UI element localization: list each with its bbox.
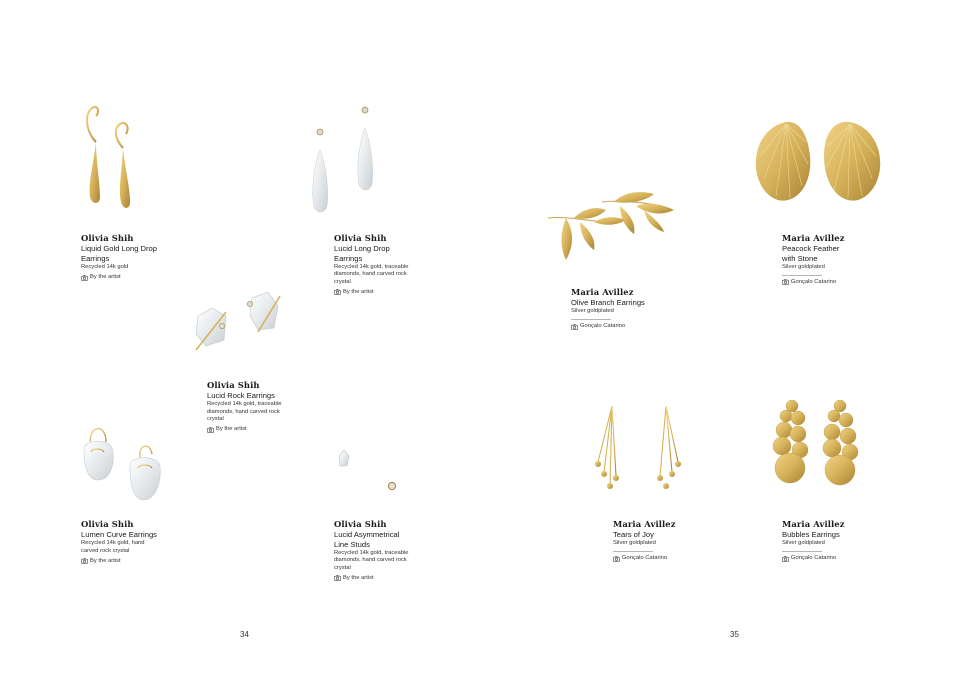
liquid-gold-drop-earrings-image (78, 102, 148, 217)
credit-divider (782, 275, 822, 276)
photo-credit: By the artist (334, 575, 429, 582)
artist-name: Olivia Shih (81, 519, 134, 529)
item-material: Recycled 14k gold, traceable diamonds, hand carved rock crystal (334, 549, 409, 571)
tears-of-joy-earrings-image (588, 402, 688, 494)
artist-name: Maria Avillez (782, 233, 845, 243)
caption-olive-branch (571, 287, 666, 330)
caption-peacock-feather (782, 233, 877, 286)
credit-divider (782, 551, 822, 552)
artist-name: Olivia Shih (334, 519, 387, 529)
camera-icon (334, 289, 341, 295)
photo-credit: Gonçalo Catarino (782, 279, 877, 286)
item-title: Bubbles Earrings (782, 530, 840, 539)
item-material: Recycled 14k gold, traceable diamonds, hand carved rock crystal (334, 263, 409, 285)
item-title: Lucid Long Drop Earrings (334, 244, 390, 263)
camera-icon (207, 427, 214, 433)
camera-icon (782, 279, 789, 285)
item-title: Olive Branch Earrings (571, 298, 645, 307)
photo-credit: Gonçalo Catarino (613, 555, 708, 562)
item-title: Peacock Feather with Stone (782, 244, 840, 263)
peacock-feather-earrings-image (752, 116, 884, 208)
lumen-curve-earrings-image (78, 420, 168, 505)
caption-bubbles (782, 519, 877, 562)
item-material: Recycled 14k gold (81, 263, 129, 270)
item-title: Lucid Asymmetrical Line Studs (334, 530, 400, 549)
artist-name: Olivia Shih (334, 233, 387, 243)
item-title: Tears of Joy (613, 530, 654, 539)
photo-credit: Gonçalo Catarino (782, 555, 877, 562)
item-material: Recycled 14k gold, traceable diamonds, hand carved rock crystal (207, 401, 282, 422)
caption-lumen-curve (81, 519, 176, 565)
item-material: Silver goldplated (613, 540, 656, 547)
caption-lucid-asymmetrical (334, 519, 429, 582)
camera-icon (334, 575, 341, 581)
item-title: Lumen Curve Earrings (81, 530, 157, 539)
credit-divider (613, 551, 653, 552)
caption-tears-of-joy (613, 519, 708, 562)
credit-divider (571, 319, 611, 320)
photo-credit: By the artist (207, 426, 302, 433)
artist-name: Olivia Shih (81, 233, 134, 243)
item-material: Recycled 14k gold, hand carved rock crystal (81, 540, 145, 554)
artist-name: Olivia Shih (207, 380, 260, 390)
item-material: Silver goldplated (571, 308, 614, 315)
camera-icon (782, 556, 789, 562)
lucid-rock-earrings-image (190, 288, 285, 358)
camera-icon (81, 558, 88, 564)
item-material: Silver goldplated (782, 263, 825, 270)
caption-lucid-rock (207, 380, 302, 433)
artist-name: Maria Avillez (613, 519, 676, 529)
camera-icon (613, 556, 620, 562)
camera-icon (571, 324, 578, 330)
lucid-asymmetrical-studs-image (330, 402, 405, 494)
photo-credit: By the artist (81, 274, 176, 281)
caption-liquid-gold-drop (81, 233, 176, 281)
artist-name: Maria Avillez (571, 287, 634, 297)
olive-branch-earrings-image (544, 188, 684, 263)
camera-icon (81, 275, 88, 281)
lucid-long-drop-earrings-image (305, 102, 380, 220)
photo-credit: By the artist (81, 558, 176, 565)
item-title: Lucid Rock Earrings (207, 391, 275, 400)
photo-credit: Gonçalo Catarino (571, 323, 666, 330)
page-number-left: 34 (240, 630, 249, 639)
photo-credit: By the artist (334, 289, 429, 296)
page-number-right: 35 (730, 630, 739, 639)
item-material: Silver goldplated (782, 540, 825, 547)
artist-name: Maria Avillez (782, 519, 845, 529)
item-title: Liquid Gold Long Drop Earrings (81, 244, 157, 263)
caption-lucid-long-drop (334, 233, 429, 296)
bubbles-earrings-image (770, 398, 865, 494)
